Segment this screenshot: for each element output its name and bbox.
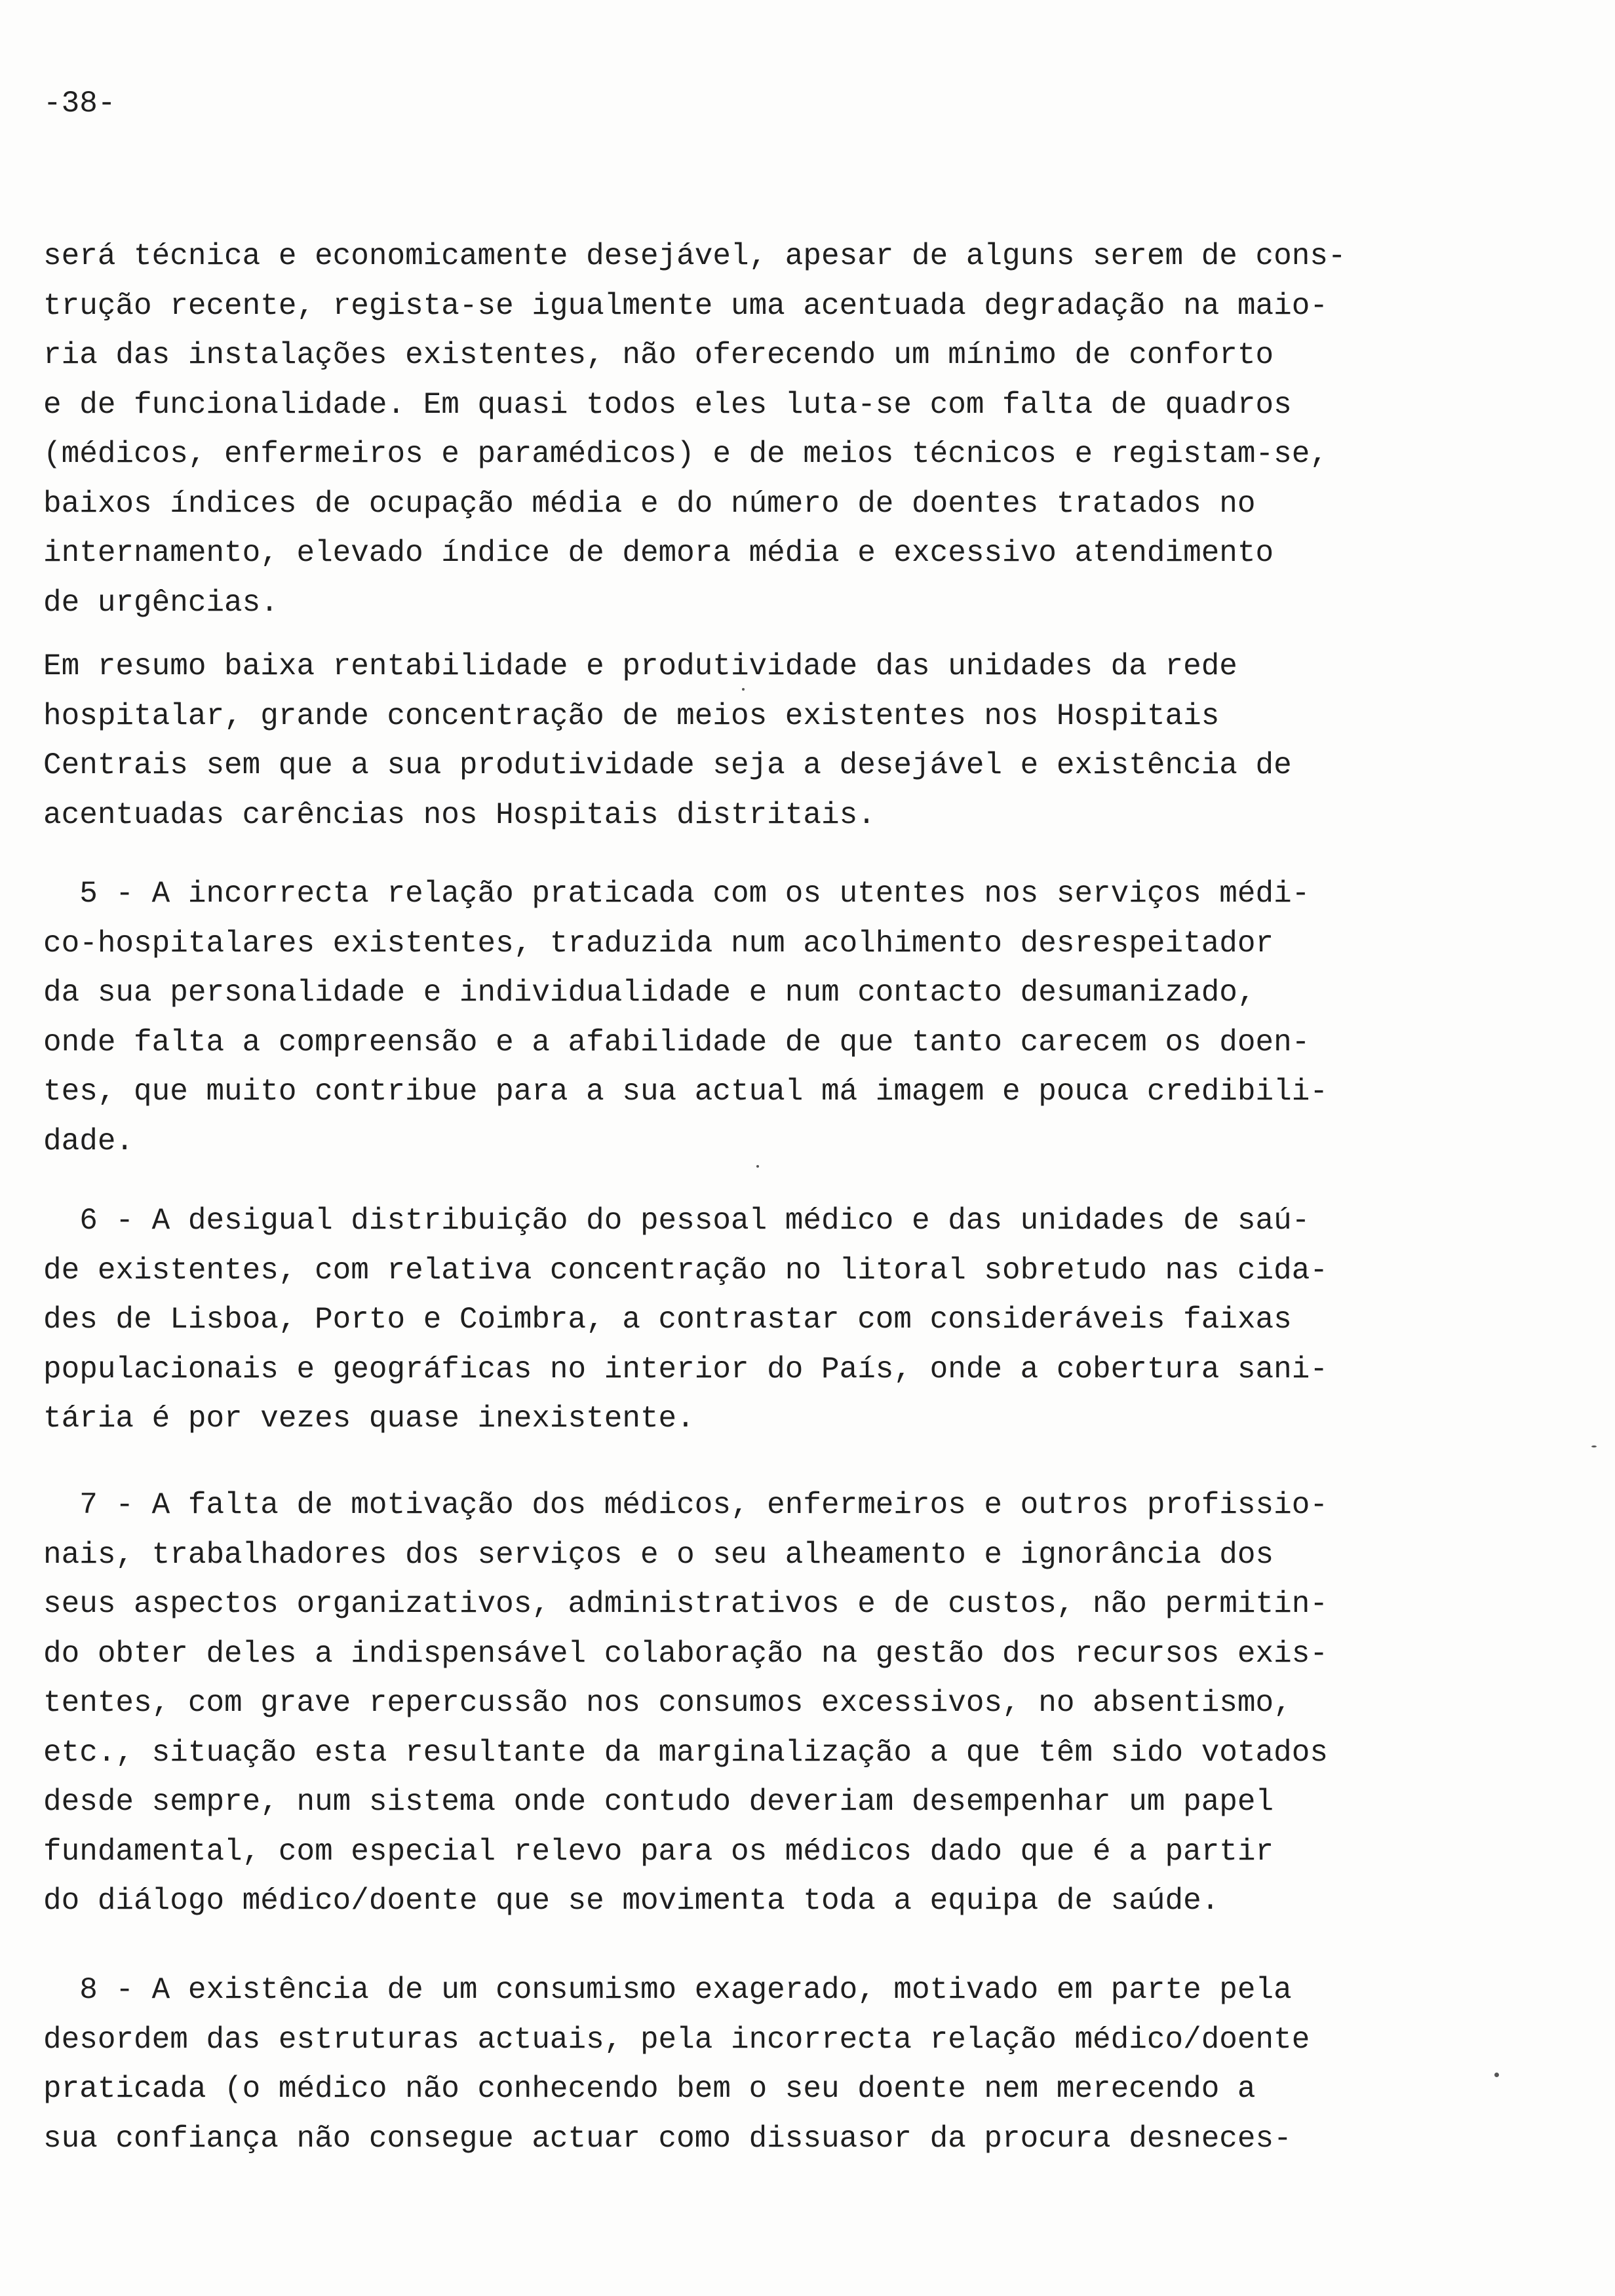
text-line: 5 - A incorrecta relação praticada com os utentes nos serviços médi-	[43, 877, 1310, 911]
text-line: ria das instalações existentes, não oferecendo um mínimo de conforto	[43, 338, 1274, 372]
text-line: seus aspectos organizativos, administrativos e de custos, não permitin-	[43, 1587, 1328, 1621]
text-line: 8 - A existência de um consumismo exagerado, motivado em parte pela	[43, 1973, 1292, 2007]
text-line: fundamental, com especial relevo para os médicos dado que é a partir	[43, 1834, 1274, 1869]
paragraph-item-8	[43, 1966, 1310, 2164]
text-line: tentes, com grave repercussão nos consumos excessivos, no absentismo,	[43, 1686, 1292, 1720]
scan-speck	[1591, 1445, 1597, 1447]
text-line: de urgências.	[43, 585, 279, 620]
text-line: co-hospitalares existentes, traduzida num acolhimento desrespeitador	[43, 926, 1274, 961]
scan-speck	[1494, 2073, 1499, 2077]
text-line: baixos índices de ocupação média e do número de doentes tratados no	[43, 486, 1256, 521]
paragraph-summary	[43, 642, 1292, 840]
scan-speck	[756, 1165, 759, 1168]
text-line: da sua personalidade e individualidade e num contacto desumanizado,	[43, 976, 1256, 1010]
text-line: do diálogo médico/doente que se movimenta toda a equipa de saúde.	[43, 1884, 1220, 1918]
text-line: internamento, elevado índice de demora média e excessivo atendimento	[43, 536, 1274, 570]
text-line: e de funcionalidade. Em quasi todos eles luta-se com falta de quadros	[43, 387, 1292, 422]
text-line: tária é por vezes quase inexistente.	[43, 1402, 695, 1436]
text-line: será técnica e economicamente desejável, apesar de alguns serem de cons-	[43, 239, 1346, 273]
text-line: 6 - A desigual distribuição do pessoal médico e das unidades de saú-	[43, 1204, 1310, 1238]
paragraph-item-6	[43, 1196, 1328, 1444]
text-line: 7 - A falta de motivação dos médicos, enfermeiros e outros profissio-	[43, 1488, 1328, 1522]
paragraph-item-7	[43, 1481, 1328, 1926]
page-number: -38-	[43, 86, 116, 121]
text-line: sua confiança não consegue actuar como dissuasor da procura desneces-	[43, 2121, 1292, 2156]
text-line: desde sempre, num sistema onde contudo deveriam desempenhar um papel	[43, 1785, 1274, 1819]
text-line: trução recente, regista-se igualmente uma acentuada degradação na maio-	[43, 288, 1328, 323]
text-line: onde falta a compreensão e a afabilidade de que tanto carecem os doen-	[43, 1025, 1310, 1060]
text-line: acentuadas carências nos Hospitais distritais.	[43, 797, 876, 832]
text-line: do obter deles a indispensável colaboração na gestão dos recursos exis-	[43, 1636, 1328, 1671]
paragraph-item-5	[43, 870, 1328, 1166]
paragraph-hospital-conditions	[43, 232, 1346, 628]
text-line: nais, trabalhadores dos serviços e o seu alheamento e ignorância dos	[43, 1537, 1274, 1572]
text-line: dade.	[43, 1124, 134, 1158]
text-line: Centrais sem que a sua produtividade seja a desejável e existência de	[43, 748, 1292, 782]
text-line: hospitalar, grande concentração de meios existentes nos Hospitais	[43, 698, 1220, 733]
text-line: tes, que muito contribue para a sua actual má imagem e pouca credibili-	[43, 1075, 1328, 1109]
text-line: desordem das estruturas actuais, pela incorrecta relação médico/doente	[43, 2022, 1310, 2057]
scan-speck	[742, 688, 745, 691]
text-line: des de Lisboa, Porto e Coimbra, a contrastar com consideráveis faixas	[43, 1303, 1292, 1337]
text-line: populacionais e geográficas no interior do País, onde a cobertura sani-	[43, 1352, 1328, 1387]
text-line: (médicos, enfermeiros e paramédicos) e de meios técnicos e registam-se,	[43, 437, 1328, 471]
text-line: praticada (o médico não conhecendo bem o seu doente nem merecendo a	[43, 2072, 1256, 2106]
text-line: etc., situação esta resultante da marginalização a que têm sido votados	[43, 1735, 1328, 1770]
text-line: de existentes, com relativa concentração no litoral sobretudo nas cida-	[43, 1253, 1328, 1288]
text-line: Em resumo baixa rentabilidade e produtividade das unidades da rede	[43, 649, 1237, 683]
